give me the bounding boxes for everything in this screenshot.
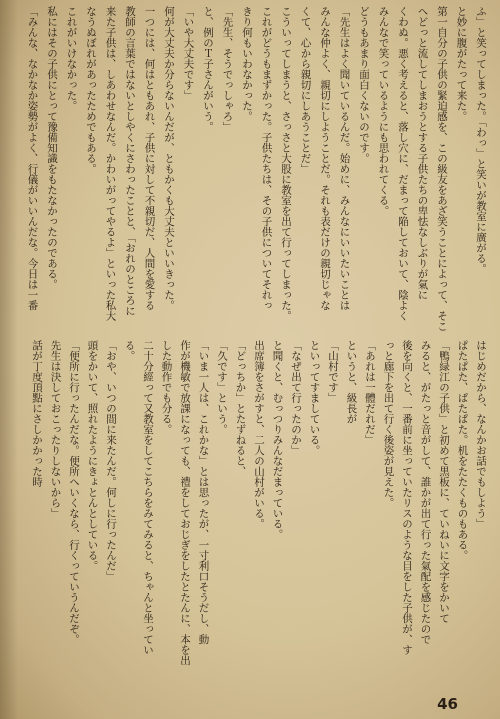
text-column: 出席簿をさがすと、二人の山村がいる。 <box>253 340 265 529</box>
text-column: というと、級長が <box>345 340 358 424</box>
text-column: 第一自分の子供の緊迫感を、この級友をあざ笑うことによって、そこ <box>436 6 448 332</box>
text-column: る。 <box>123 340 136 361</box>
text-column: 話が丁度頂點にさしかかった時 <box>31 340 43 487</box>
text-column: 二十分經って又教室をしてこちらをみてみると、ちゃんと坐ってい <box>142 340 154 655</box>
text-column: 「便所に行ったんだな。便所へいくなら、行くっていうんだぞ。 <box>68 340 80 645</box>
text-column: と聞くと、むっつりみんなだまっている。 <box>271 340 284 540</box>
text-column: きり何もいわなかった。 <box>241 6 253 122</box>
text-column: これがどうもまずかった。子供たちは、その子供についてそれっ <box>260 6 273 311</box>
text-column: 「いま一人は、これかな」とは思ったが、一寸利口そうだし、動 <box>197 340 210 645</box>
text-column: 「どっちか」とたずねると、 <box>234 340 247 477</box>
text-column: くて、心から親切にしあうことだ」 <box>299 6 312 174</box>
text-column: みると、がたっと音がして、誰かが出て行った氣配を感じたので <box>419 340 432 645</box>
text-column: 後を向くと、一番前に坐っていたリスのような目をした子供が、す <box>401 340 413 655</box>
text-column: これがいけなかった。 <box>65 6 78 111</box>
text-column: ぱたぱた、ぱたぱた。机をたたくものもある。 <box>456 340 469 561</box>
text-column: っと廊下を出て行く後姿が見えた。 <box>382 340 395 508</box>
text-column: 「鴨緑江の子供」と初めて黒板に、ていねいに文字をかいて <box>438 340 450 624</box>
text-column: ふ」と笑ってしまった。「わっ」と笑いが教室に廣がる。 <box>475 6 487 274</box>
text-column: くわぬ。悪く考えると、落し穴に、だまって陥しておいて、陰よく <box>397 6 409 321</box>
text-column: 「みんな、なかなか姿勢がよく、行儀がいいんだな。今日は一番 <box>26 6 39 311</box>
page-number: 46 <box>437 695 458 713</box>
text-column: こういってしまうと、さっさと大股に教室を出て行ってしまった。 <box>280 6 292 321</box>
text-column: 「先生はよく聞いているんだ。始めに、みんなにいいたいことは <box>338 6 351 311</box>
text-column: 「久です」という。 <box>216 340 228 435</box>
text-column: 「おや、いつの間に来たんだ。何しに行ったんだ」 <box>105 340 117 582</box>
lower-text-tier <box>28 340 491 690</box>
text-column: 「いや大丈夫です」 <box>182 6 195 101</box>
text-column: どうもあまり面白くないのです。 <box>358 6 370 164</box>
text-column: といってすましている。 <box>308 340 321 456</box>
text-column: はじめだから、なんかお話でもしよう」 <box>475 340 487 529</box>
text-column: 「あれは一體だれだ」 <box>364 340 376 445</box>
text-column: 「なぜ出て行ったのか」 <box>290 340 302 456</box>
text-column: 頭をかいて、照れたようにきょとんとしている。 <box>86 340 99 571</box>
text-column: 先生は決しておこったりしないから」 <box>49 340 62 519</box>
text-column: みんな仲よく、親切にしようことだ。それも表だけの親切じゃな <box>319 6 331 311</box>
text-column: と妙に腹がたって来た。 <box>455 6 468 122</box>
text-column: みんなで笑っているようにも思われてくる。 <box>377 6 390 216</box>
text-column: 一つには、何はともあれ、子供に対して不親切だ、人間を愛する <box>143 6 156 311</box>
upper-text-tier <box>22 6 490 336</box>
text-column: なうぬぼれがあったためでもある。 <box>85 6 97 174</box>
text-column: 私にはその子供にとって豫備知識をもたなかったのである。 <box>46 6 58 290</box>
text-column: した動作でも分る。 <box>160 340 173 435</box>
text-column: 「先生、そうでっしゃろ」 <box>221 6 234 132</box>
text-column: 教師の言葉ではないとしやくにさわったことと、「おれのところに <box>124 6 136 316</box>
text-column: 作が機敏で放課になっても、禮をしておじぎをしたとたんに、本を出 <box>179 340 191 666</box>
text-column: へどっと流してしまおうとする子供たちの卑怯なしぶりが氣に <box>416 6 429 300</box>
text-column: 「山村です」 <box>327 340 339 403</box>
text-column: 来た子供は、しあわせなんだ。かわいがってやるよ」といった私大 <box>104 6 117 321</box>
text-column: 何が大丈夫か分らないんだが、ともかくも大丈夫といいきった。 <box>163 6 175 311</box>
text-column: と、例のＴ子さんがいう。 <box>202 6 214 132</box>
